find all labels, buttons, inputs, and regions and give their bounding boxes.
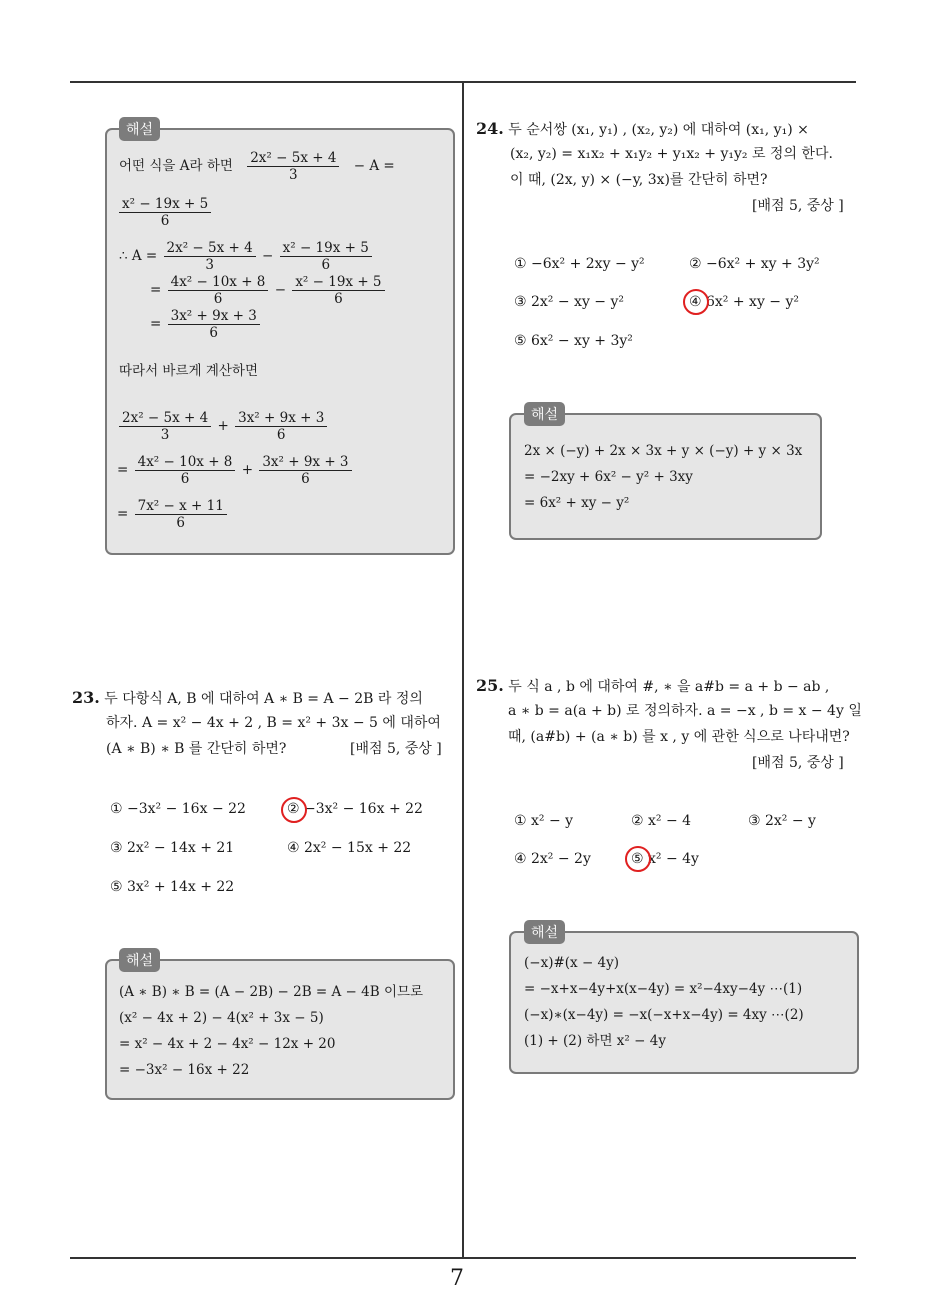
question-text: 두 순서쌍 (x₁, y₁) , (x₂, y₂) 에 대하여 (x₁, y₁) × — [508, 122, 809, 138]
question-text: 이 때, (2x, y) × (−y, 3x)를 간단히 하면? — [510, 172, 768, 188]
solution-line: $\frac{\text{2x² − 5x + 4}}{3}$ + $\frac{\text{3x² + 9x + 3}}{6}$ — [117, 410, 329, 443]
option-1[interactable]: ① −3x² − 16x − 22 — [110, 801, 246, 817]
score-label: [배점 5, 중상 ] — [752, 755, 844, 771]
solution-tag: 해설 — [119, 117, 160, 141]
solution-box-22 — [105, 128, 455, 555]
option-5[interactable]: ⑤ x² − 4y — [631, 851, 699, 867]
question-number: 24. — [476, 119, 504, 138]
solution-line: (−x)#(x − 4y) — [524, 955, 620, 971]
option-2[interactable]: ② x² − 4 — [631, 813, 692, 829]
score-label: [배점 5, 중상 ] — [350, 741, 442, 757]
option-3[interactable]: ③ 2x² − xy − y² — [514, 294, 625, 310]
solution-line: = x² − 4x + 2 − 4x² − 12x + 20 — [119, 1036, 336, 1052]
fraction: $\frac{\text{4x² − 10x + 8}}{6}$ — [168, 274, 269, 307]
option-3[interactable]: ③ 2x² − 14x + 21 — [110, 840, 235, 856]
solution-line: (1) + (2) 하면 x² − 4y — [524, 1033, 666, 1049]
question-text: 하자. A = x² − 4x + 2 , B = x² + 3x − 5 에 대하여 — [106, 715, 441, 731]
column-divider — [462, 83, 464, 1259]
option-5[interactable]: ⑤ 6x² − xy + 3y² — [514, 333, 633, 349]
question-text: 두 식 a , b 에 대하여 #, ∗ 을 a#b = a + b − ab , — [508, 679, 830, 695]
fraction: $\frac{\text{4x² − 10x + 8}}{6}$ — [135, 454, 236, 487]
solution-box-25 — [509, 931, 859, 1074]
solution-tag: 해설 — [524, 920, 565, 944]
solution-line: = −3x² − 16x + 22 — [119, 1062, 250, 1078]
solution-line: = $\frac{\text{4x² − 10x + 8}}{6}$ − $\frac{\text{x² − 19x + 5}}{6}$ — [150, 274, 387, 307]
solution-line: = −2xy + 6x² − y² + 3xy — [524, 469, 693, 485]
answer-mark-circle — [683, 289, 709, 315]
solution-line: = $\frac{\text{3x² + 9x + 3}}{6}$ — [150, 308, 262, 341]
solution-line: (x² − 4x + 2) − 4(x² + 3x − 5) — [119, 1010, 324, 1026]
solution-line: = −x+x−4y+x(x−4y) = x²−4xy−4y ⋯(1) — [524, 981, 803, 997]
page-number: 7 — [450, 1266, 464, 1291]
question-24 — [476, 116, 809, 143]
fraction: $\frac{\text{x² − 19x + 5}}{6}$ — [280, 240, 372, 273]
question-number: 25. — [476, 676, 504, 695]
solution-line: (−x)∗(x−4y) = −x(−x+x−4y) = 4xy ⋯(2) — [524, 1007, 804, 1023]
question-text: 때, (a#b) + (a ∗ b) 를 x , y 에 관한 식으로 나타내면? — [508, 729, 850, 745]
option-3[interactable]: ③ 2x² − y — [748, 813, 816, 829]
fraction: $\frac{\text{x² − 19x + 5}}{6}$ — [292, 274, 384, 307]
solution-line: = $\frac{\text{4x² − 10x + 8}}{6}$ + $\frac{\text{3x² + 9x + 3}}{6}$ — [117, 454, 354, 487]
option-1[interactable]: ① −6x² + 2xy − y² — [514, 256, 645, 272]
fraction: $\frac{\text{3x² + 9x + 3}}{6}$ — [259, 454, 351, 487]
question-text: (x₂, y₂) = x₁x₂ + x₁y₂ + y₁x₂ + y₁y₂ 로 정의 한다. — [510, 146, 833, 162]
option-4[interactable]: ④ 2x² − 15x + 22 — [287, 840, 412, 856]
fraction: $\frac{\text{2x² − 5x + 4}}{3}$ — [119, 410, 211, 443]
fraction: $\frac{\text{x² − 19x + 5}}{6}$ — [119, 196, 211, 229]
fraction: $\frac{\text{2x² − 5x + 4}}{3}$ — [164, 240, 256, 273]
solution-tag: 해설 — [524, 402, 565, 426]
option-5[interactable]: ⑤ 3x² + 14x + 22 — [110, 879, 235, 895]
answer-mark-circle — [625, 846, 651, 872]
option-2[interactable]: ② −6x² + xy + 3y² — [689, 256, 820, 272]
answer-mark-circle — [281, 797, 307, 823]
solution-line: 2x × (−y) + 2x × 3x + y × (−y) + y × 3x — [524, 443, 803, 459]
option-4[interactable]: ④ 6x² + xy − y² — [689, 294, 800, 310]
question-text: a ∗ b = a(a + b) 로 정의하자. a = −x , b = x − 4y 일 — [508, 703, 862, 719]
solution-line: = 6x² + xy − y² — [524, 495, 630, 511]
score-label: [배점 5, 중상 ] — [752, 198, 844, 214]
fraction: $\frac{\text{3x² + 9x + 3}}{6}$ — [235, 410, 327, 443]
fraction: $\frac{\text{7x² − x + 11}}{6}$ — [135, 498, 227, 531]
solution-line: = $\frac{\text{7x² − x + 11}}{6}$ — [117, 498, 229, 531]
solution-line: 따라서 바르게 계산하면 — [119, 363, 258, 379]
solution-line: (A ∗ B) ∗ B = (A − 2B) − 2B = A − 4B 이므로 — [119, 984, 424, 1000]
option-2[interactable]: ② −3x² − 16x + 22 — [287, 801, 423, 817]
fraction: $\frac{\text{2x² − 5x + 4}}{3}$ — [247, 150, 339, 183]
question-23 — [72, 685, 423, 712]
solution-line — [117, 196, 213, 229]
bottom-rule — [70, 1257, 856, 1259]
solution-tag: 해설 — [119, 948, 160, 972]
fraction: $\frac{\text{3x² + 9x + 3}}{6}$ — [168, 308, 260, 341]
question-text: (A ∗ B) ∗ B 를 간단히 하면? — [106, 741, 287, 757]
solution-line: ∴ A = $\frac{\text{2x² − 5x + 4}}{3}$ − $\frac{\text{x² − 19x + 5}}{6}$ — [119, 240, 374, 273]
question-number: 23. — [72, 688, 100, 707]
question-25 — [476, 673, 829, 700]
question-text: 두 다항식 A, B 에 대하여 A ∗ B = A − 2B 라 정의 — [104, 691, 423, 707]
option-1[interactable]: ① x² − y — [514, 813, 574, 829]
option-4[interactable]: ④ 2x² − 2y — [514, 851, 591, 867]
solution-line: 어떤 식을 A라 하면 $\frac{\text{2x² − 5x + 4}}{3}$ − A = — [119, 150, 395, 183]
